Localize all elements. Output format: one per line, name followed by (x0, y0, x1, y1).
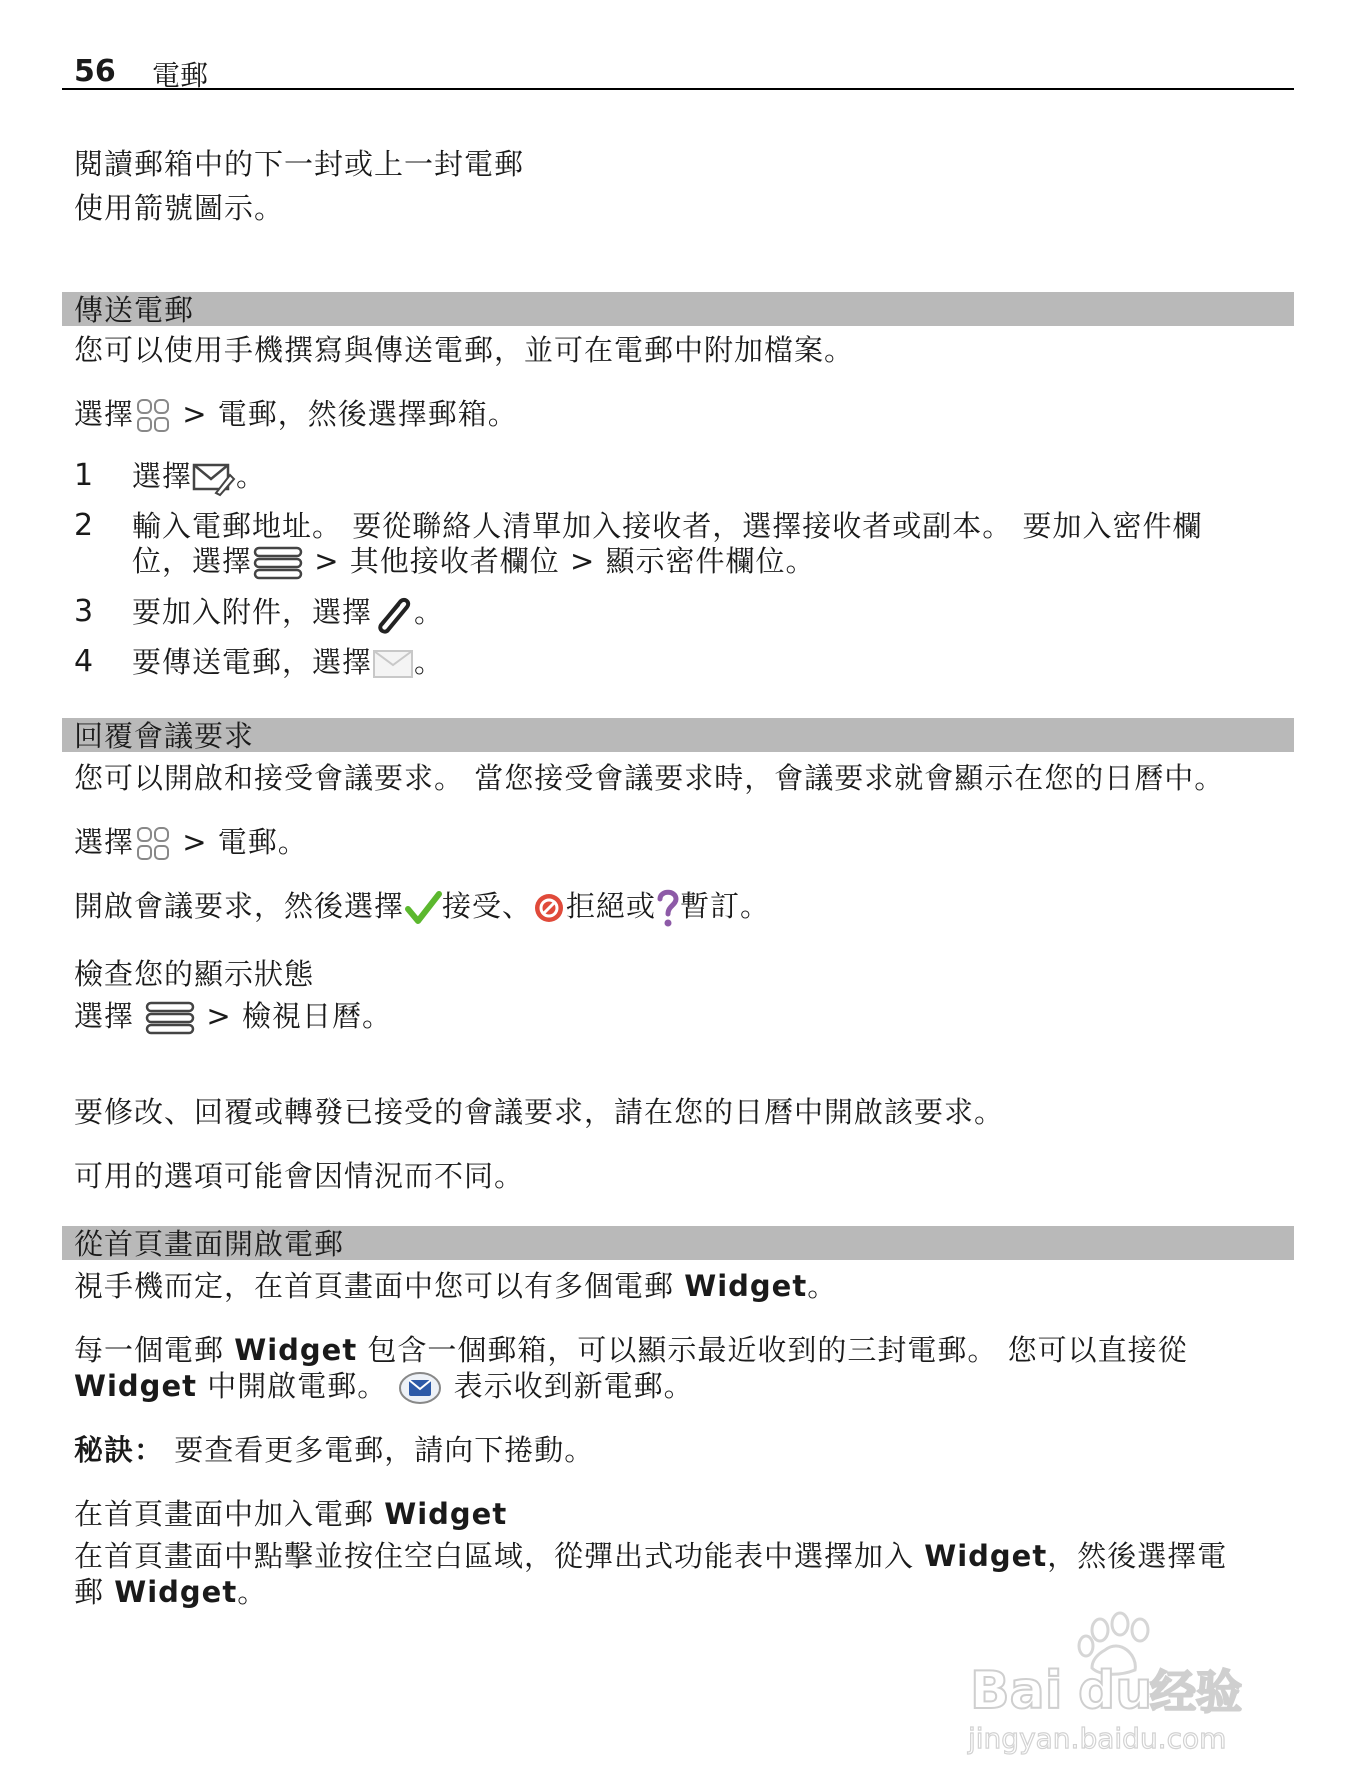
add-l1-post: ，然後選擇電 (1047, 1539, 1228, 1573)
read-heading: 閱讀郵箱中的下一封或上一封電郵 (74, 147, 525, 181)
add-widget-line2 (74, 1574, 267, 1610)
step-1-post: 。 (236, 459, 267, 493)
meeting-response-line (74, 888, 770, 928)
step-4-pre: 要傳送電郵，選擇 (132, 645, 373, 679)
accept-label: 接受、 (442, 889, 533, 923)
widget-term: Widget (114, 1575, 238, 1609)
compose-mail-icon (192, 459, 236, 497)
svg-text:jingyan.baidu.com: jingyan.baidu.com (968, 1722, 1227, 1755)
step-number: 3 (74, 594, 94, 629)
decline-label: 拒絕或 (566, 889, 657, 923)
paperclip-icon (372, 594, 414, 634)
step-2-line2 (132, 543, 816, 581)
tip-label: 秘訣： (74, 1433, 165, 1467)
home-p2-line1 (74, 1332, 1188, 1368)
meeting-select-line (74, 824, 308, 863)
section-bar-home-label: 從首頁畫面開啟電郵 (74, 1227, 345, 1261)
home-p2-a: 每一個電郵 (74, 1333, 235, 1367)
step-2-pre: 位，選擇 (132, 544, 253, 578)
menu-grid-icon (134, 825, 172, 863)
step-1 (132, 458, 266, 497)
home-p2-c: 中開啟電郵。 (196, 1369, 398, 1403)
add-widget-line1 (74, 1538, 1227, 1574)
new-mail-icon (397, 1370, 443, 1406)
widget-term: Widget (74, 1369, 197, 1403)
svg-text:du: du (1078, 1661, 1153, 1721)
baidu-watermark-logo (960, 1610, 1300, 1760)
step-4 (132, 644, 444, 681)
step-number: 1 (74, 458, 94, 493)
question-icon (656, 888, 680, 928)
svg-text:经验: 经验 (1150, 1665, 1242, 1719)
modify-text: 要修改、回覆或轉發已接受的會議要求，請在您的日曆中開啟該要求。 (74, 1095, 1005, 1129)
status-post: > 檢視日曆。 (196, 999, 392, 1033)
read-body: 使用箭號圖示。 (74, 191, 285, 225)
open-pre: 開啟會議要求，然後選擇 (74, 889, 405, 923)
select-prefix: 選擇 (74, 397, 135, 431)
step-3-post: 。 (414, 595, 445, 629)
section-bar-meeting (62, 718, 1294, 752)
step-1-pre: 選擇 (132, 459, 193, 493)
widget-term: Widget (684, 1269, 808, 1303)
section-bar-send (62, 292, 1294, 326)
home-p1 (74, 1268, 837, 1304)
home-p2-d: 表示收到新電郵。 (443, 1369, 694, 1403)
widget-term: Widget (234, 1333, 358, 1367)
section-bar-send-label: 傳送電郵 (74, 293, 195, 327)
send-intro: 您可以使用手機撰寫與傳送電郵，並可在電郵中附加檔案。 (74, 333, 855, 367)
status-pre: 選擇 (74, 999, 145, 1033)
page-number: 56 (74, 54, 116, 89)
chapter-title: 電郵 (152, 59, 209, 92)
step-4-post: 。 (414, 645, 445, 679)
page-header (62, 48, 1294, 90)
status-heading: 檢查您的顯示狀態 (74, 957, 315, 991)
step-number: 4 (74, 644, 94, 679)
section-bar-home (62, 1226, 1294, 1260)
checkmark-icon (404, 889, 442, 927)
widget-term: Widget (384, 1497, 508, 1531)
home-p1-post: 。 (807, 1269, 838, 1303)
add-heading-pre: 在首頁畫面中加入電郵 (74, 1497, 385, 1531)
home-p2-line2 (74, 1368, 694, 1406)
menu-grid-icon (134, 397, 172, 435)
tentative-label: 暫訂。 (680, 889, 771, 923)
send-select-line (74, 396, 518, 435)
select-suffix: > 電郵，然後選擇郵箱。 (172, 397, 518, 431)
svg-text:Bai: Bai (970, 1661, 1063, 1721)
add-l1-pre: 在首頁畫面中點擊並按住空白區域，從彈出式功能表中選擇加入 (74, 1539, 925, 1573)
select-prefix: 選擇 (74, 825, 135, 859)
select-suffix: > 電郵。 (172, 825, 308, 859)
tip-text: 要查看更多電郵，請向下捲動。 (164, 1433, 595, 1467)
widget-term: Widget (924, 1539, 1048, 1573)
options-menu-icon (252, 545, 304, 581)
decline-icon (532, 891, 566, 925)
options-menu-icon (144, 1000, 196, 1036)
step-2-post: > 其他接收者欄位 > 顯示密件欄位。 (304, 544, 816, 578)
step-3 (132, 594, 444, 634)
tip-line (74, 1432, 594, 1468)
status-select-line (74, 998, 392, 1036)
step-2-line1: 輸入電郵地址。 要從聯絡人清單加入接收者，選擇接收者或副本。 要加入密件欄 (132, 509, 1203, 543)
add-l2-pre: 郵 (74, 1575, 115, 1609)
send-mail-icon (372, 647, 414, 681)
home-p2-b: 包含一個郵箱，可以顯示最近收到的三封電郵。 您可以直接從 (357, 1333, 1188, 1367)
step-3-pre: 要加入附件，選擇 (132, 595, 373, 629)
home-p1-pre: 視手機而定，在首頁畫面中您可以有多個電郵 (74, 1269, 685, 1303)
options-text: 可用的選項可能會因情況而不同。 (74, 1159, 525, 1193)
step-number: 2 (74, 508, 94, 543)
section-bar-meeting-label: 回覆會議要求 (74, 719, 255, 753)
add-l2-post: 。 (237, 1575, 268, 1609)
add-widget-heading (74, 1496, 507, 1532)
meeting-intro: 您可以開啟和接受會議要求。 當您接受會議要求時，會議要求就會顯示在您的日曆中。 (74, 761, 1225, 795)
